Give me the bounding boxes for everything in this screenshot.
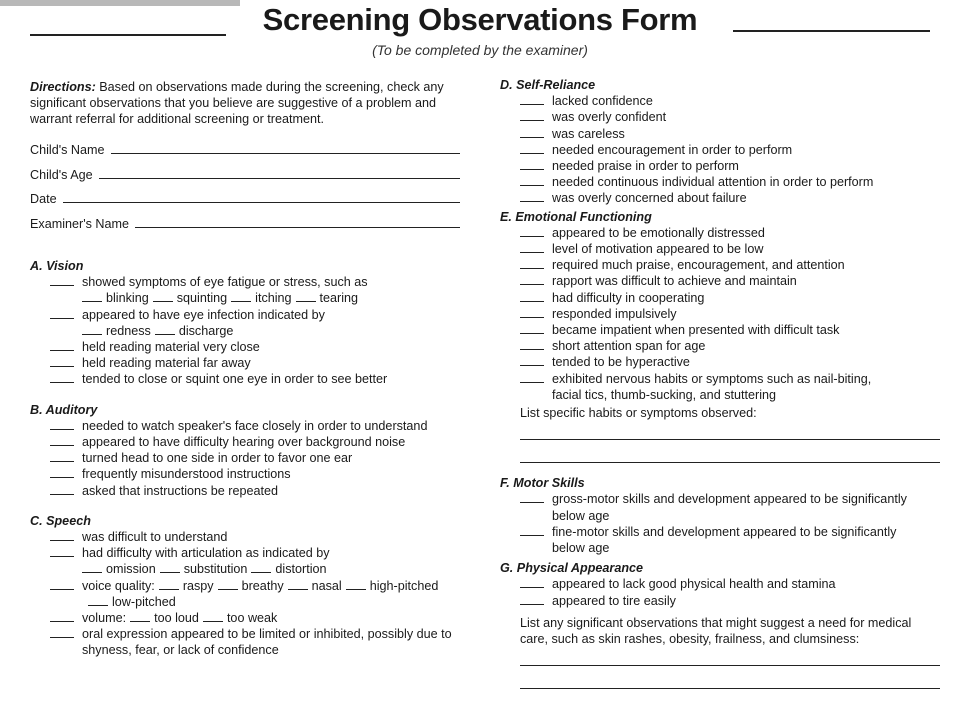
speech-suboptions: [30, 594, 470, 610]
check-blank[interactable]: [50, 355, 74, 367]
left-column: [30, 79, 470, 659]
check-blank[interactable]: [50, 339, 74, 351]
item-text: was overly confident: [552, 110, 667, 125]
vision-item: [30, 274, 470, 290]
write-in-line[interactable]: [520, 439, 940, 440]
vision-item: [30, 355, 470, 371]
self-reliance-item: [500, 126, 940, 142]
auditory-item: [30, 450, 470, 466]
section-title-auditory: B. Auditory: [30, 402, 98, 417]
item-text: rapport was difficult to achieve and maintain: [552, 274, 797, 289]
check-blank[interactable]: [520, 354, 544, 366]
check-blank[interactable]: [155, 323, 175, 335]
check-blank[interactable]: [520, 190, 544, 202]
check-blank[interactable]: [520, 593, 544, 605]
emotional-item: [500, 338, 940, 354]
item-text: tended to close or squint one eye in order to see better: [82, 372, 388, 387]
speech-item: [30, 610, 470, 626]
item-text: asked that instructions be repeated: [82, 483, 279, 498]
option-text: discharge: [178, 323, 234, 338]
right-column: [500, 77, 940, 689]
check-blank[interactable]: [520, 241, 544, 253]
check-blank[interactable]: [520, 158, 544, 170]
write-in-line[interactable]: [520, 688, 940, 689]
check-blank[interactable]: [520, 174, 544, 186]
check-blank[interactable]: [288, 578, 308, 590]
item-text: level of motivation appeared to be low: [552, 242, 764, 257]
vision-suboptions: [30, 290, 470, 306]
emotional-item: [500, 241, 940, 257]
item-text: exhibited nervous habits or symptoms such as nail-biting,: [552, 371, 872, 386]
check-blank[interactable]: [520, 93, 544, 105]
emotional-item: [500, 290, 940, 306]
item-text: frequently misunderstood instructions: [82, 467, 291, 482]
speech-item: [30, 545, 470, 561]
emotional-item: [500, 225, 940, 241]
check-blank[interactable]: [218, 578, 238, 590]
check-blank[interactable]: [296, 290, 316, 302]
speech-suboptions: [30, 561, 470, 577]
item-text: responded impulsively: [552, 306, 677, 321]
item-text: was difficult to understand: [82, 530, 228, 545]
auditory-item: [30, 466, 470, 482]
auditory-item: [30, 418, 470, 434]
directions-text: Based on observations made during the screening, check any significant observations that you believe are suggestive of a problem and warrant referral for additional screening or treatment.: [30, 80, 444, 127]
check-blank[interactable]: [50, 274, 74, 286]
item-text: below age: [552, 541, 610, 556]
option-text: substitution: [183, 562, 248, 577]
item-text: appeared to tire easily: [552, 593, 676, 608]
item-text: short attention span for age: [552, 339, 706, 354]
speech-item: [30, 626, 470, 642]
check-blank[interactable]: [50, 466, 74, 478]
check-blank[interactable]: [50, 434, 74, 446]
field-label: Child's Name: [30, 143, 105, 157]
date-field[interactable]: [30, 183, 470, 208]
item-continuation: [500, 540, 940, 556]
section-title-physical: G. Physical Appearance: [500, 561, 644, 576]
check-blank[interactable]: [251, 561, 271, 573]
emotional-item: [500, 322, 940, 338]
option-text: blinking: [106, 291, 149, 306]
field-line[interactable]: [135, 227, 460, 228]
item-text: needed encouragement in order to perform: [552, 142, 793, 157]
item-text: needed continuous individual attention in order to perform: [552, 175, 874, 190]
item-continuation: [500, 508, 940, 524]
form-title: Screening Observations Form: [262, 2, 698, 37]
item-continuation: [500, 387, 940, 403]
directions-label: Directions:: [30, 80, 96, 94]
field-label: Examiner's Name: [30, 216, 129, 231]
option-text: redness: [106, 323, 151, 338]
item-text: was overly concerned about failure: [552, 191, 747, 206]
item-text: oral expression appeared to be limited or inhibited, possibly due to: [82, 627, 452, 642]
self-reliance-item: [500, 142, 940, 158]
motor-item: [500, 491, 940, 507]
check-blank[interactable]: [159, 578, 179, 590]
option-text: tearing: [319, 291, 359, 306]
check-blank[interactable]: [82, 323, 102, 335]
check-blank[interactable]: [520, 322, 544, 334]
physical-item: [500, 593, 940, 609]
item-text: needed to watch speaker's face closely in order to understand: [82, 418, 428, 433]
check-blank[interactable]: [520, 273, 544, 285]
option-text: itching: [255, 291, 292, 306]
item-text: tended to be hyperactive: [552, 355, 690, 370]
check-blank[interactable]: [50, 483, 74, 495]
vision-suboptions: [30, 323, 470, 339]
item-text: held reading material very close: [82, 340, 260, 354]
auditory-item: [30, 434, 470, 450]
item-text: lacked confidence: [552, 94, 653, 109]
write-in-line[interactable]: [520, 665, 940, 666]
check-blank[interactable]: [50, 450, 74, 462]
emotional-item: [500, 273, 940, 289]
item-text: was careless: [552, 126, 625, 141]
item-text: appeared to have eye infection indicated by: [82, 307, 325, 322]
emotional-item: [500, 354, 940, 370]
field-line[interactable]: [111, 153, 461, 154]
check-blank[interactable]: [153, 290, 173, 302]
item-text: shyness, fear, or lack of confidence: [82, 643, 279, 658]
item-text: became impatient when presented with difficult task: [552, 323, 840, 338]
section-title-vision: A. Vision: [30, 258, 84, 273]
emotional-item: [500, 371, 940, 387]
check-blank[interactable]: [520, 109, 544, 121]
item-text: below age: [552, 508, 610, 523]
form-subtitle: (To be completed by the examiner): [372, 42, 588, 58]
item-text: showed symptoms of eye fatigue or stress, such as: [82, 275, 368, 290]
self-reliance-item: [500, 93, 940, 109]
option-text: distortion: [275, 562, 327, 577]
check-blank[interactable]: [50, 545, 74, 557]
check-blank[interactable]: [50, 371, 74, 383]
check-blank[interactable]: [50, 307, 74, 319]
field-line[interactable]: [99, 178, 460, 179]
vision-item: [30, 339, 470, 355]
section-title-speech: C. Speech: [30, 513, 91, 528]
list-note: List any significant observations that might suggest a need for medical care, such as skin rashes, obesity, frailness, and clumsiness:: [520, 615, 912, 647]
check-blank[interactable]: [520, 491, 544, 503]
item-text: required much praise, encouragement, and attention: [552, 258, 845, 273]
speech-item: [30, 578, 470, 594]
self-reliance-item: [500, 190, 940, 206]
check-blank[interactable]: [520, 142, 544, 154]
list-note: List specific habits or symptoms observed:: [520, 406, 757, 421]
option-text: omission: [106, 562, 156, 577]
item-text: turned head to one side in order to favor one ear: [82, 451, 353, 466]
check-blank[interactable]: [82, 290, 102, 302]
vision-item: [30, 371, 470, 387]
check-blank[interactable]: [520, 576, 544, 588]
field-line[interactable]: [63, 202, 460, 203]
option-text: squinting: [176, 291, 228, 306]
check-blank[interactable]: [520, 257, 544, 269]
section-title-self-reliance: D. Self-Reliance: [500, 78, 596, 92]
emotional-item: [500, 306, 940, 322]
auditory-item: [30, 483, 470, 499]
check-blank[interactable]: [160, 561, 180, 573]
check-blank[interactable]: [520, 371, 544, 383]
item-text: voice quality:: [82, 578, 155, 593]
item-text: needed praise in order to perform: [552, 159, 739, 174]
self-reliance-item: [500, 174, 940, 190]
emotional-item: [500, 257, 940, 273]
section-title-motor: F. Motor Skills: [500, 476, 585, 491]
speech-item: [30, 529, 470, 545]
check-blank[interactable]: [520, 306, 544, 318]
option-text: high-pitched: [369, 578, 439, 593]
field-label: Child's Age: [30, 167, 93, 182]
item-text: had difficulty with articulation as indicated by: [82, 546, 330, 561]
check-blank[interactable]: [82, 561, 102, 573]
item-text: held reading material far away: [82, 356, 251, 371]
item-text: appeared to lack good physical health and stamina: [552, 577, 836, 592]
write-in-line[interactable]: [520, 462, 940, 463]
item-text: appeared to have difficulty hearing over background noise: [82, 435, 406, 450]
item-text: facial tics, thumb-sucking, and stuttering: [552, 387, 776, 402]
item-text: fine-motor skills and development appeared to be significantly: [552, 524, 897, 539]
item-text: gross-motor skills and development appeared to be significantly: [552, 492, 907, 507]
physical-item: [500, 576, 940, 592]
directions: [30, 79, 470, 128]
check-blank[interactable]: [520, 338, 544, 350]
option-text: too loud: [154, 611, 199, 626]
section-title-emotional: E. Emotional Functioning: [500, 209, 652, 224]
item-continuation: [30, 642, 470, 658]
vision-item: [30, 307, 470, 323]
field-label: Date: [30, 192, 57, 207]
child-age-field[interactable]: [30, 158, 470, 183]
item-text: volume:: [82, 611, 127, 626]
check-blank[interactable]: [50, 529, 74, 541]
check-blank[interactable]: [520, 225, 544, 237]
check-blank[interactable]: [203, 610, 223, 622]
item-text: had difficulty in cooperating: [552, 290, 705, 305]
option-text: low-pitched: [112, 594, 176, 609]
check-blank[interactable]: [50, 610, 74, 622]
check-blank[interactable]: [88, 594, 108, 606]
check-blank[interactable]: [520, 126, 544, 138]
self-reliance-item: [500, 158, 940, 174]
check-blank[interactable]: [520, 290, 544, 302]
child-name-field[interactable]: [30, 134, 470, 159]
option-text: too weak: [226, 611, 278, 626]
check-blank[interactable]: [130, 610, 150, 622]
check-blank[interactable]: [50, 626, 74, 638]
check-blank[interactable]: [346, 578, 366, 590]
motor-item: [500, 524, 940, 540]
check-blank[interactable]: [231, 290, 251, 302]
check-blank[interactable]: [50, 578, 74, 590]
examiner-name-field[interactable]: [30, 207, 470, 232]
check-blank[interactable]: [50, 418, 74, 430]
option-text: raspy: [182, 578, 214, 593]
check-blank[interactable]: [520, 524, 544, 536]
self-reliance-item: [500, 109, 940, 125]
item-text: appeared to be emotionally distressed: [552, 225, 765, 240]
option-text: nasal: [311, 578, 342, 593]
option-text: breathy: [241, 578, 284, 593]
